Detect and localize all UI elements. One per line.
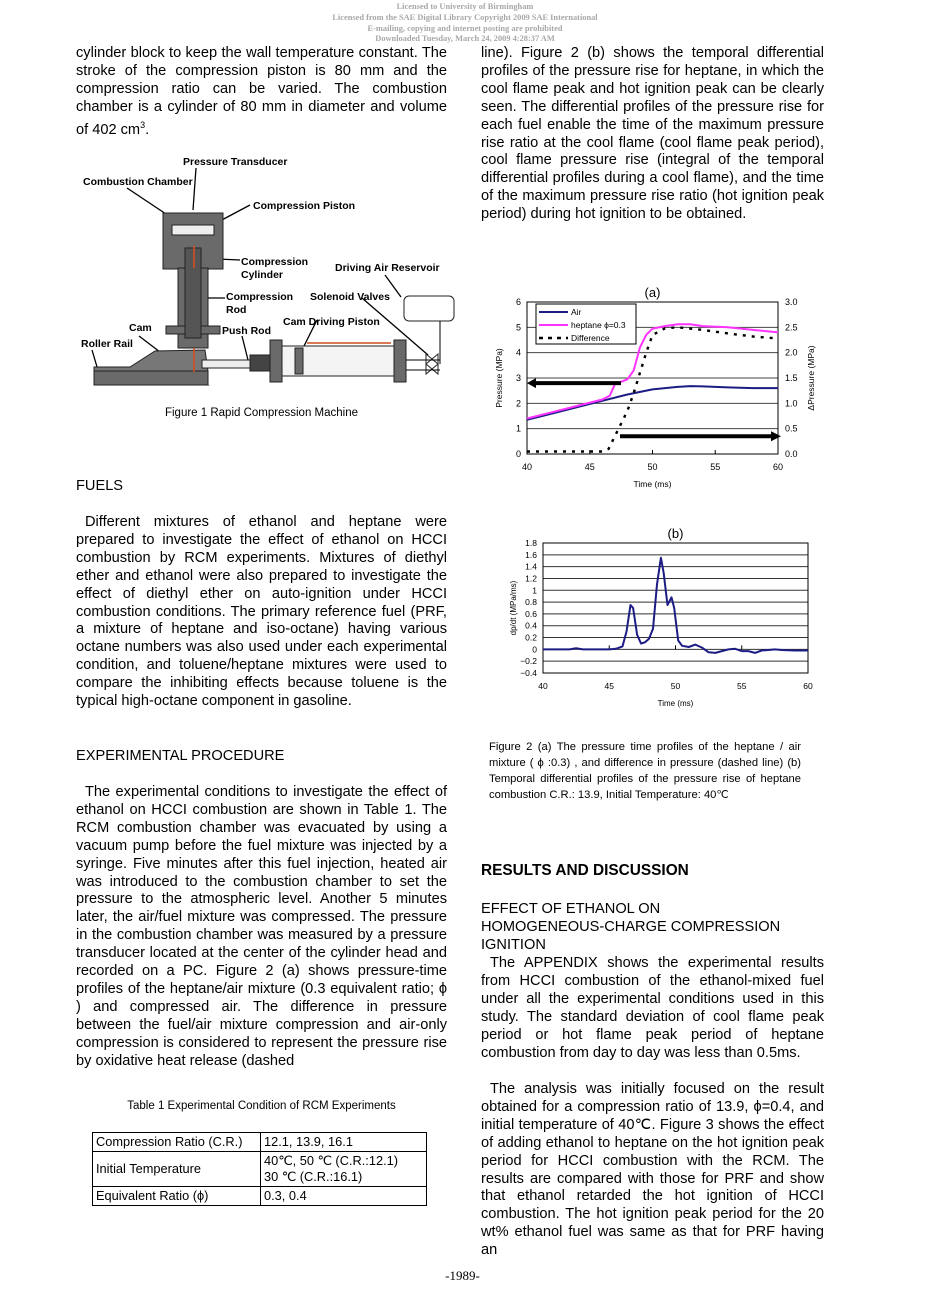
figure2b-dpdt-chart [490,518,835,713]
chart-title: (b) [667,526,684,541]
x-axis-label: Time (ms) [657,699,694,708]
procedure-paragraph: The experimental conditions to investigate the effect of ethanol on HCCI combustion are shown in Table 1. The RCM combustion chamber was evacuated by using a vacuum pump before the fuel mixture was injected by a syringe. Five minutes after this fuel injection, heated air was introduced to the combustion chamber to set the pressure to the atmospheric level. Another 5 minutes later, the air/fuel mixture was compressed. The pressure in the combustion chamber was measured by a pressure transducer located at the center of the cylinder head and recorded on a PC. Figure 2 (a) shows pressure-time profiles of the heptane/air mixture (0.3 equivalent ratio; ϕ ) and compressed air. The difference in pressure between the fuel/air mixture compression and air-only compression is considered to represent the pressure rise by oxidative heat release (dashed [76,784,447,1069]
table1-experimental-conditions [92,1132,427,1206]
table-row [93,1152,427,1187]
y2-tick-label: 0.0 [785,449,798,459]
y-tick-label: 0.2 [525,632,537,643]
y-tick-label: 2 [515,398,521,409]
x-tick-label: 50 [647,462,658,472]
x-tick-label: 40 [521,462,533,472]
table-cell-label: Compression Ratio (C.R.) [93,1133,261,1152]
table-cell-value: 0.3, 0.4 [261,1187,427,1206]
figure1-caption: Figure 1 Rapid Compression Machine [164,407,359,419]
series-line-dp-dt [543,558,808,653]
legend-label: heptane ϕ=0.3 [571,320,626,330]
y2-tick-label: 3.0 [785,297,798,307]
y-tick-label: 6 [515,297,521,307]
label-compression-rod: Compression [226,291,294,303]
procedure-heading: EXPERIMENTAL PROCEDURE [76,748,285,764]
y-tick-label: 5 [515,322,521,333]
left-intro-paragraph: cylinder block to keep the wall temperature constant. The stroke of the compression piston is 80 mm and the compression ratio can be varied. The combustion chamber is a cylinder of 80 mm in diameter and volume of 402 $cm^3$. [76,45,447,138]
figure2-caption: Figure 2 (a) The pressure time profiles of the heptane / air mixture ( ϕ :0.3) , and difference in pressure (dashed line) (b) Temporal differential profiles of the pressure rise of heptane combustion C.R.: 13.9, Initial Temperature: 40℃ [489,741,801,801]
label-push-rod: Push Rod [222,325,271,337]
table-cell-value [261,1152,427,1187]
arrow-left-head [527,378,536,388]
arrow-right-head [771,431,781,441]
right-intro-paragraph: line). Figure 2 (b) shows the temporal differential profiles of the pressure rise for heptane, in which the cool flame peak and hot ignition peak can be clearly seen. The differential profiles of the pressure rise for each fuel enable the time of the maximum pressure rise ratio at the cool flame (cool flame peak period), cool flame pressure rise (integral of the temporal differential profiles during a cool flame), and the time of the maximum pressure rise ratio (hot ignition peak period) during hot ignition to be obtained. [481,45,824,223]
y-tick-label: 1.6 [525,549,537,560]
label-solenoid-valves: Solenoid Valves [310,291,390,303]
table1-caption: Table 1 Experimental Condition of RCM Experiments [127,1100,396,1112]
label-cam: Cam [129,322,152,334]
license-watermark [300,2,630,45]
table-cell-line: 40℃, 50 ℃ (C.R.:12.1) [264,1153,399,1168]
label-cam-driving-piston: Cam Driving Piston [283,316,380,328]
table-cell-line: 30 ℃ (C.R.:16.1) [264,1169,363,1184]
label-roller-rail: Roller Rail [81,338,133,350]
figure1-rcm-diagram [70,150,460,390]
y-tick-label: 4 [515,347,521,358]
y-tick-label: 0.4 [525,620,537,631]
watermark-line: Licensed to University of Birmingham [396,2,534,11]
label-driving-air-reservoir: Driving Air Reservoir [335,262,440,274]
y2-tick-label: 1.0 [785,398,798,409]
x-tick-label: 45 [604,681,614,691]
x-tick-label: 45 [584,462,595,472]
y-tick-label: −0.2 [520,656,537,667]
results-heading: RESULTS AND DISCUSSION [481,862,689,879]
y-tick-label: 0.6 [525,608,537,619]
y2-tick-label: 0.5 [785,423,798,434]
fuels-paragraph: Different mixtures of ethanol and heptane were prepared to investigate the effect of ethanol on HCCI combustion by RCM experiments. Mixtures of diethyl ether and ethanol were also prepared to investigate the effect of diethyl ether on auto-ignition under HCCI combustion conditions. The primary reference fuel (PRF, a mixture of heptane and iso-octane) having various octane numbers was also used under each experimental condition, and toluene/heptane mixtures were used to compare the inhibiting effects because toluene is the typical high-octane component in gasoline. [76,514,447,710]
table-row [93,1133,427,1152]
x-axis-label: Time (ms) [633,479,672,489]
y-tick-label: 1 [515,423,521,434]
y-tick-label: 3 [515,373,521,383]
y-tick-label: 0.8 [525,597,537,608]
table-row [93,1187,427,1206]
x-tick-label: 55 [737,681,747,691]
table-cell-label: Initial Temperature [93,1152,261,1187]
y-tick-label: 1.4 [525,561,537,572]
y-tick-label: 1.2 [525,573,537,584]
chart-title: (a) [644,285,661,300]
y-tick-label: −0.4 [520,668,537,678]
label-compression-cylinder-2: Cylinder [241,269,284,281]
table-cell-label: Equivalent Ratio (ϕ) [93,1187,261,1206]
watermark-line: Licensed from the SAE Digital Library Copyright 2009 SAE International [332,12,598,22]
label-compression-cylinder: Compression [241,256,309,268]
label-pressure-transducer: Pressure Transducer [183,156,288,168]
table-cell-value: 12.1, 13.9, 16.1 [261,1133,427,1152]
watermark-line: E-mailing, copying and internet posting are prohibited [367,23,563,33]
label-compression-piston: Compression Piston [253,200,356,212]
y2-tick-label: 1.5 [785,373,798,383]
plot-frame [543,543,808,673]
label-combustion-chamber: Combustion Chamber [83,176,193,188]
y-tick-label: 0 [532,644,537,655]
x-tick-label: 55 [710,462,721,472]
figure2a-pressure-chart [490,280,835,495]
y-axis-label: dp/dt (MPa/ms) [509,580,518,636]
x-tick-label: 40 [538,681,548,691]
ethanol-effect-subheading: EFFECT OF ETHANOL ON HOMOGENEOUS-CHARGE COMPRESSION IGNITION [481,901,781,953]
label-compression-rod-2: Rod [226,304,247,316]
y2-axis-label: ΔPressure (MPa) [806,345,816,411]
fuels-heading: FUELS [76,478,124,494]
x-tick-label: 60 [803,681,813,691]
y-axis-label: Pressure (MPa) [494,348,504,408]
watermark-line: Downloaded Tuesday, March 24, 2009 4:28:37 AM [375,34,555,44]
x-tick-label: 50 [670,681,681,691]
legend-label: Air [571,307,582,317]
y2-tick-label: 2.0 [785,347,798,358]
y-tick-label: 1.8 [525,538,537,548]
results-paragraph-2: The analysis was initially focused on the result obtained for a compression ratio of 13.9, ϕ=0.4, and initial temperature of 40℃. Figure 3 shows the effect of adding ethanol to heptane on the hot ignition peak period for HCCI combustion with the RCM. The results are compared with those for PRF and show that ethanol retarded the hot ignition of HCCI combustion. The hot ignition peak period for the 20 wt% ethanol fuel was same as that for PRF having an [481,1081,824,1259]
results-paragraph-1: The APPENDIX shows the experimental results from HCCI combustion of the ethanol-mixed fuel under all the experimental conditions used in this study. The standard deviation of cool flame peak period or hot flame peak period of heptane combustion from day to day was less than 0.5ms. [481,955,824,1061]
x-tick-label: 60 [772,462,784,472]
y-tick-label: 1 [532,585,537,596]
y2-tick-label: 2.5 [785,322,798,333]
page-number: -1989- [445,1268,480,1283]
legend-label: Difference [571,333,610,343]
y-tick-label: 0 [515,449,521,459]
